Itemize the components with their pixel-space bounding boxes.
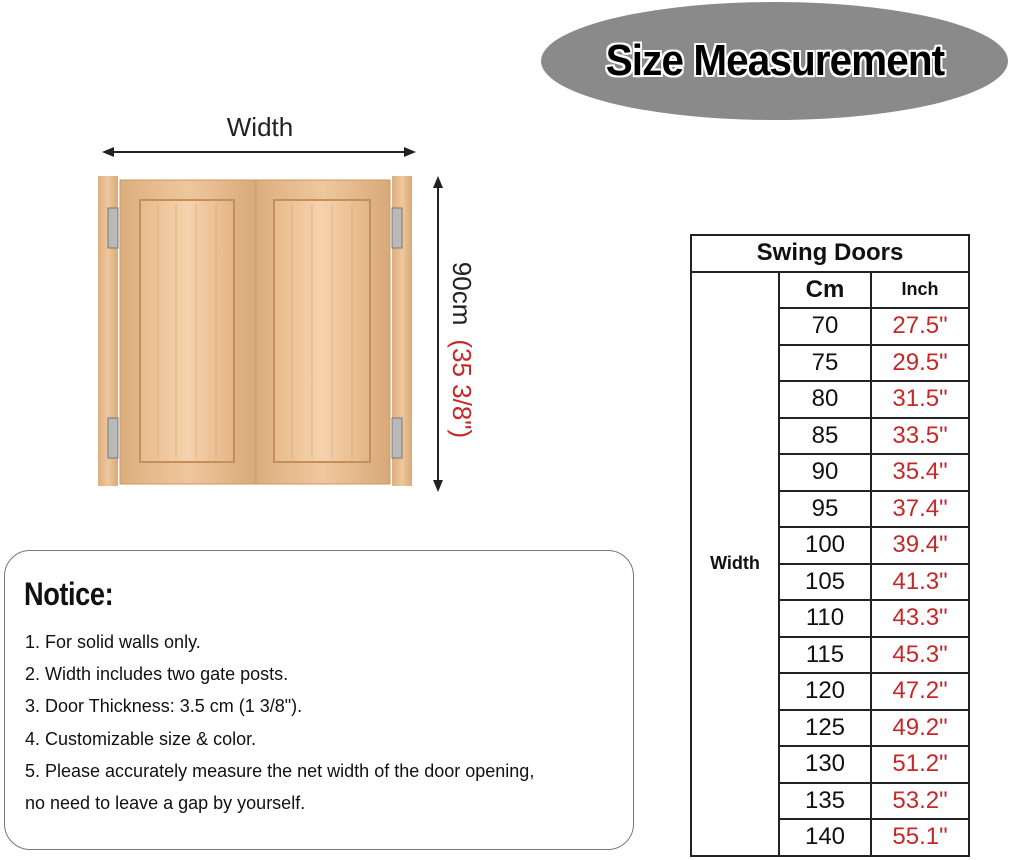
notice-item: 1. For solid walls only. <box>25 632 201 652</box>
cell-inch: 45.3" <box>871 637 969 674</box>
notice-title: Notice: <box>24 576 114 612</box>
cell-cm: 90 <box>779 454 871 491</box>
cell-inch: 29.5" <box>871 345 969 382</box>
cell-inch: 35.4" <box>871 454 969 491</box>
cell-cm: 70 <box>779 308 871 345</box>
cell-cm: 125 <box>779 710 871 747</box>
height-inch: (35 3/8") <box>447 339 477 439</box>
height-cm: 90cm <box>447 261 477 326</box>
cell-cm: 100 <box>779 527 871 564</box>
cell-cm: 135 <box>779 783 871 820</box>
cell-inch: 43.3" <box>871 600 969 637</box>
cell-cm: 75 <box>779 345 871 382</box>
column-header-cm: Cm <box>779 272 871 309</box>
cell-inch: 47.2" <box>871 673 969 710</box>
table-title: Swing Doors <box>691 235 969 272</box>
height-label <box>442 210 482 490</box>
cell-cm: 140 <box>779 819 871 856</box>
notice-item: 4. Customizable size & color. <box>25 729 257 749</box>
cell-cm: 120 <box>779 673 871 710</box>
cell-inch: 27.5" <box>871 308 969 345</box>
cell-inch: 33.5" <box>871 418 969 455</box>
cell-cm: 85 <box>779 418 871 455</box>
notice-item: 5. Please accurately measure the net width of the door opening, <box>25 761 535 781</box>
cell-cm: 115 <box>779 637 871 674</box>
row-label-width: Width <box>691 272 779 856</box>
cell-inch: 55.1" <box>871 819 969 856</box>
cell-cm: 80 <box>779 381 871 418</box>
door-image <box>98 176 412 486</box>
cell-inch: 37.4" <box>871 491 969 528</box>
cell-inch: 39.4" <box>871 527 969 564</box>
width-arrow <box>102 147 416 157</box>
cell-cm: 95 <box>779 491 871 528</box>
page-title: Size Measurement <box>605 36 944 85</box>
notice-item: 3. Door Thickness: 3.5 cm (1 3/8"). <box>25 696 303 716</box>
cell-cm: 110 <box>779 600 871 637</box>
cell-inch: 51.2" <box>871 746 969 783</box>
size-table <box>690 234 970 857</box>
column-header-inch: Inch <box>871 272 969 309</box>
cell-cm: 130 <box>779 746 871 783</box>
notice-item: no need to leave a gap by yourself. <box>25 793 306 813</box>
cell-inch: 31.5" <box>871 381 969 418</box>
cell-inch: 53.2" <box>871 783 969 820</box>
cell-inch: 49.2" <box>871 710 969 747</box>
width-label: Width <box>226 112 294 142</box>
cell-cm: 105 <box>779 564 871 601</box>
cell-inch: 41.3" <box>871 564 969 601</box>
notice-item: 2. Width includes two gate posts. <box>25 664 289 684</box>
